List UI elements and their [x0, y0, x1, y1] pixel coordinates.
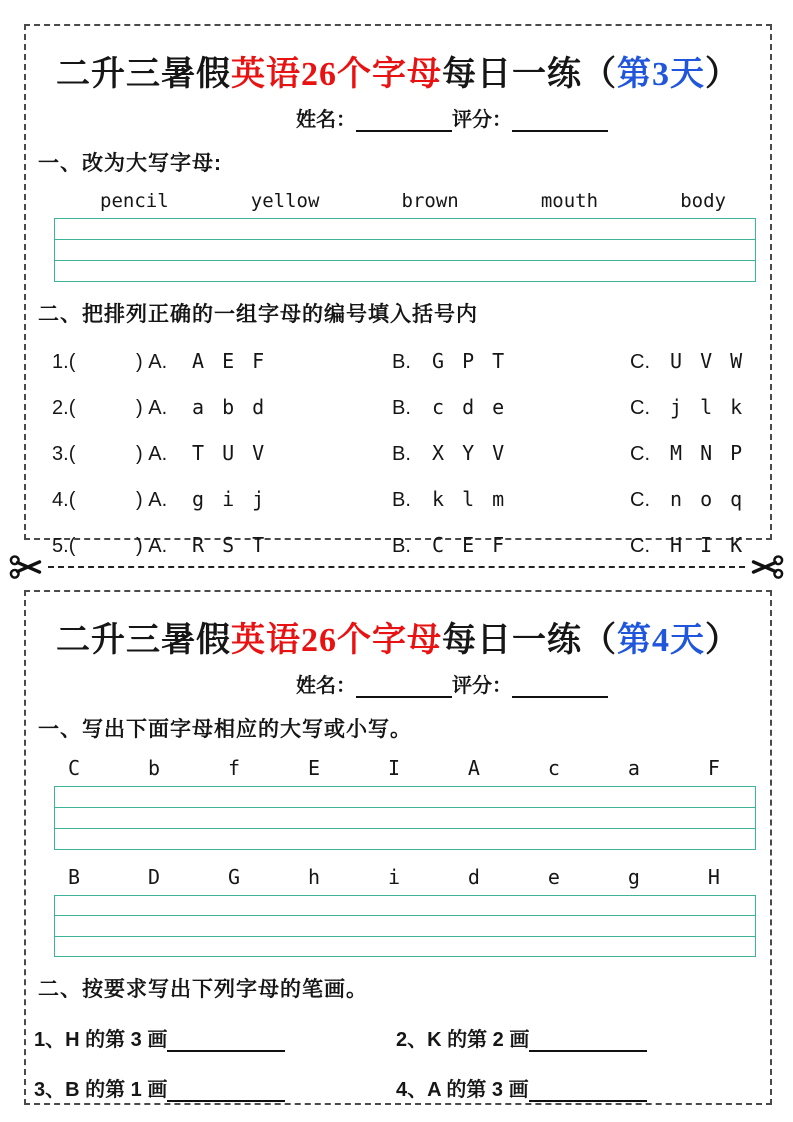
title-mid: 每日一练 [442, 56, 582, 93]
answer-blank [167, 1082, 285, 1102]
option-c-letters: n o q [670, 487, 746, 511]
question-number: 4.( [52, 489, 76, 511]
option-c-label: C. [630, 351, 650, 373]
letter-item: E [307, 756, 320, 780]
title-day-number: 第3天 [617, 56, 705, 93]
letter-item: D [147, 865, 161, 889]
stroke-question: 4、A 的第 3 画 [396, 1073, 647, 1103]
answer-bracket: ( [68, 443, 76, 465]
bracket-close-optA: ) A. [136, 489, 168, 511]
letter-item: I [387, 756, 400, 780]
title-day-number: 第4天 [617, 622, 705, 659]
letter-item: i [387, 865, 400, 889]
stroke-question: 1、H 的第 3 画 [34, 1023, 396, 1053]
worksheet-day4 [24, 590, 772, 1105]
bracket-close-optA: ) A. [136, 535, 168, 557]
letter-item: f [227, 756, 241, 780]
writing-line-space [55, 936, 755, 956]
option-c-letters: M N P [670, 441, 746, 465]
letter-item: a [627, 756, 640, 780]
word-list [26, 190, 770, 212]
option-c-label: C. [630, 397, 650, 419]
option-a-letters: A E F [192, 349, 268, 373]
scissors-icon [8, 553, 44, 581]
name-field-blank [356, 112, 452, 132]
option-a-letters: a b d [192, 395, 268, 419]
cut-line [8, 552, 785, 582]
name-score-line [296, 103, 770, 131]
bracket-close-optA: ) A. [136, 443, 168, 465]
option-a-letters: R S T [192, 533, 268, 557]
worksheet-title-day4 [26, 612, 770, 661]
section2-heading: 二、按要求写出下列字母的笔画。 [38, 978, 368, 1001]
writing-lines [54, 895, 756, 957]
name-field-blank [356, 678, 452, 698]
letter-item: C [68, 756, 81, 780]
writing-line-space [55, 260, 755, 281]
letter-item: g [627, 865, 640, 889]
word-item: brown [401, 190, 459, 212]
score-label: 评分： [452, 675, 512, 697]
choice-row [52, 441, 770, 466]
letter-item: c [547, 756, 560, 780]
stroke-question-row [34, 1023, 770, 1053]
answer-bracket: ( [68, 535, 76, 557]
title-prefix: 二升三暑假 [56, 56, 231, 93]
option-c-label: C. [630, 489, 650, 511]
title-paren-open: （ [582, 622, 617, 659]
writing-line-space [55, 219, 755, 239]
option-a-letters: g i j [192, 487, 268, 511]
answer-blank [167, 1032, 285, 1052]
name-score-line [296, 669, 770, 697]
title-prefix: 二升三暑假 [56, 622, 231, 659]
answer-bracket: ( [68, 397, 76, 419]
letter-item: e [547, 865, 560, 889]
title-highlight: 英语26个字母 [231, 622, 442, 659]
option-c-label: C. [630, 443, 650, 465]
answer-bracket: ( [68, 489, 76, 511]
question-number: 3.( [52, 443, 76, 465]
word-item: pencil [100, 190, 169, 212]
section2-heading: 二、把排列正确的一组字母的编号填入括号内 [38, 303, 478, 326]
stroke-question: 3、B 的第 1 画 [34, 1073, 396, 1103]
option-b-label: B. [392, 489, 411, 511]
section1-heading: 一、写出下面字母相应的大写或小写。 [38, 718, 412, 741]
score-field-blank [512, 112, 608, 132]
option-b-label: B. [392, 443, 411, 465]
letter-list-row1 [26, 756, 770, 780]
question-number: 2.( [52, 397, 76, 419]
score-label: 评分： [452, 109, 512, 131]
choice-row [52, 487, 770, 512]
writing-line-space [55, 807, 755, 828]
stroke-question: 2、K 的第 2 画 [396, 1023, 647, 1053]
bracket-close-optA: ) A. [136, 397, 168, 419]
dashed-cut-rule [48, 566, 745, 568]
letter-item: B [68, 865, 81, 889]
answer-blank [529, 1032, 647, 1052]
title-mid: 每日一练 [442, 622, 582, 659]
bracket-close-optA: ) A. [136, 351, 168, 373]
scissors-icon [749, 553, 785, 581]
stroke-question-row [34, 1073, 770, 1103]
option-b-label: B. [392, 351, 411, 373]
worksheet-title-day3 [26, 46, 770, 95]
letter-item: h [307, 865, 320, 889]
letter-item: b [147, 756, 161, 780]
multiple-choice-block [26, 349, 770, 558]
question-number: 1.( [52, 351, 76, 373]
title-highlight: 英语26个字母 [231, 56, 442, 93]
word-item: yellow [250, 190, 320, 212]
writing-line-space [55, 896, 755, 915]
option-b-label: B. [392, 535, 411, 557]
option-b-letters: k l m [432, 487, 508, 511]
option-c-label: C. [630, 535, 650, 557]
worksheet-day3 [24, 24, 772, 557]
word-item: mouth [540, 190, 599, 212]
writing-line-space [55, 239, 755, 260]
option-c-letters: U V W [670, 349, 746, 373]
option-b-letters: c d e [432, 395, 508, 419]
choice-row [52, 349, 770, 374]
option-b-letters: C E F [432, 533, 508, 557]
name-label: 姓名： [296, 109, 356, 131]
option-b-letters: G P T [432, 349, 508, 373]
letter-item: H [707, 865, 720, 889]
title-paren-close: ） [705, 56, 740, 93]
option-b-letters: X Y V [432, 441, 508, 465]
section1-heading: 一、改为大写字母: [38, 152, 222, 175]
question-number: 5.( [52, 535, 76, 557]
answer-blank [529, 1082, 647, 1102]
option-a-letters: T U V [192, 441, 268, 465]
title-paren-open: （ [582, 56, 617, 93]
choice-row [52, 395, 770, 420]
letter-item: G [227, 865, 241, 889]
name-label: 姓名： [296, 675, 356, 697]
score-field-blank [512, 678, 608, 698]
writing-line-space [55, 787, 755, 807]
word-item: body [680, 190, 726, 212]
writing-line-space [55, 828, 755, 849]
title-paren-close: ） [705, 622, 740, 659]
letter-item: F [707, 756, 720, 780]
answer-bracket: ( [68, 351, 76, 373]
writing-line-space [55, 915, 755, 935]
option-c-letters: H I K [670, 533, 746, 557]
letter-item: d [467, 865, 480, 889]
letter-item: A [467, 756, 480, 780]
option-c-letters: j l k [670, 395, 746, 419]
option-b-label: B. [392, 397, 411, 419]
writing-lines [54, 786, 756, 850]
letter-list-row2 [26, 865, 770, 889]
writing-lines [54, 218, 756, 282]
